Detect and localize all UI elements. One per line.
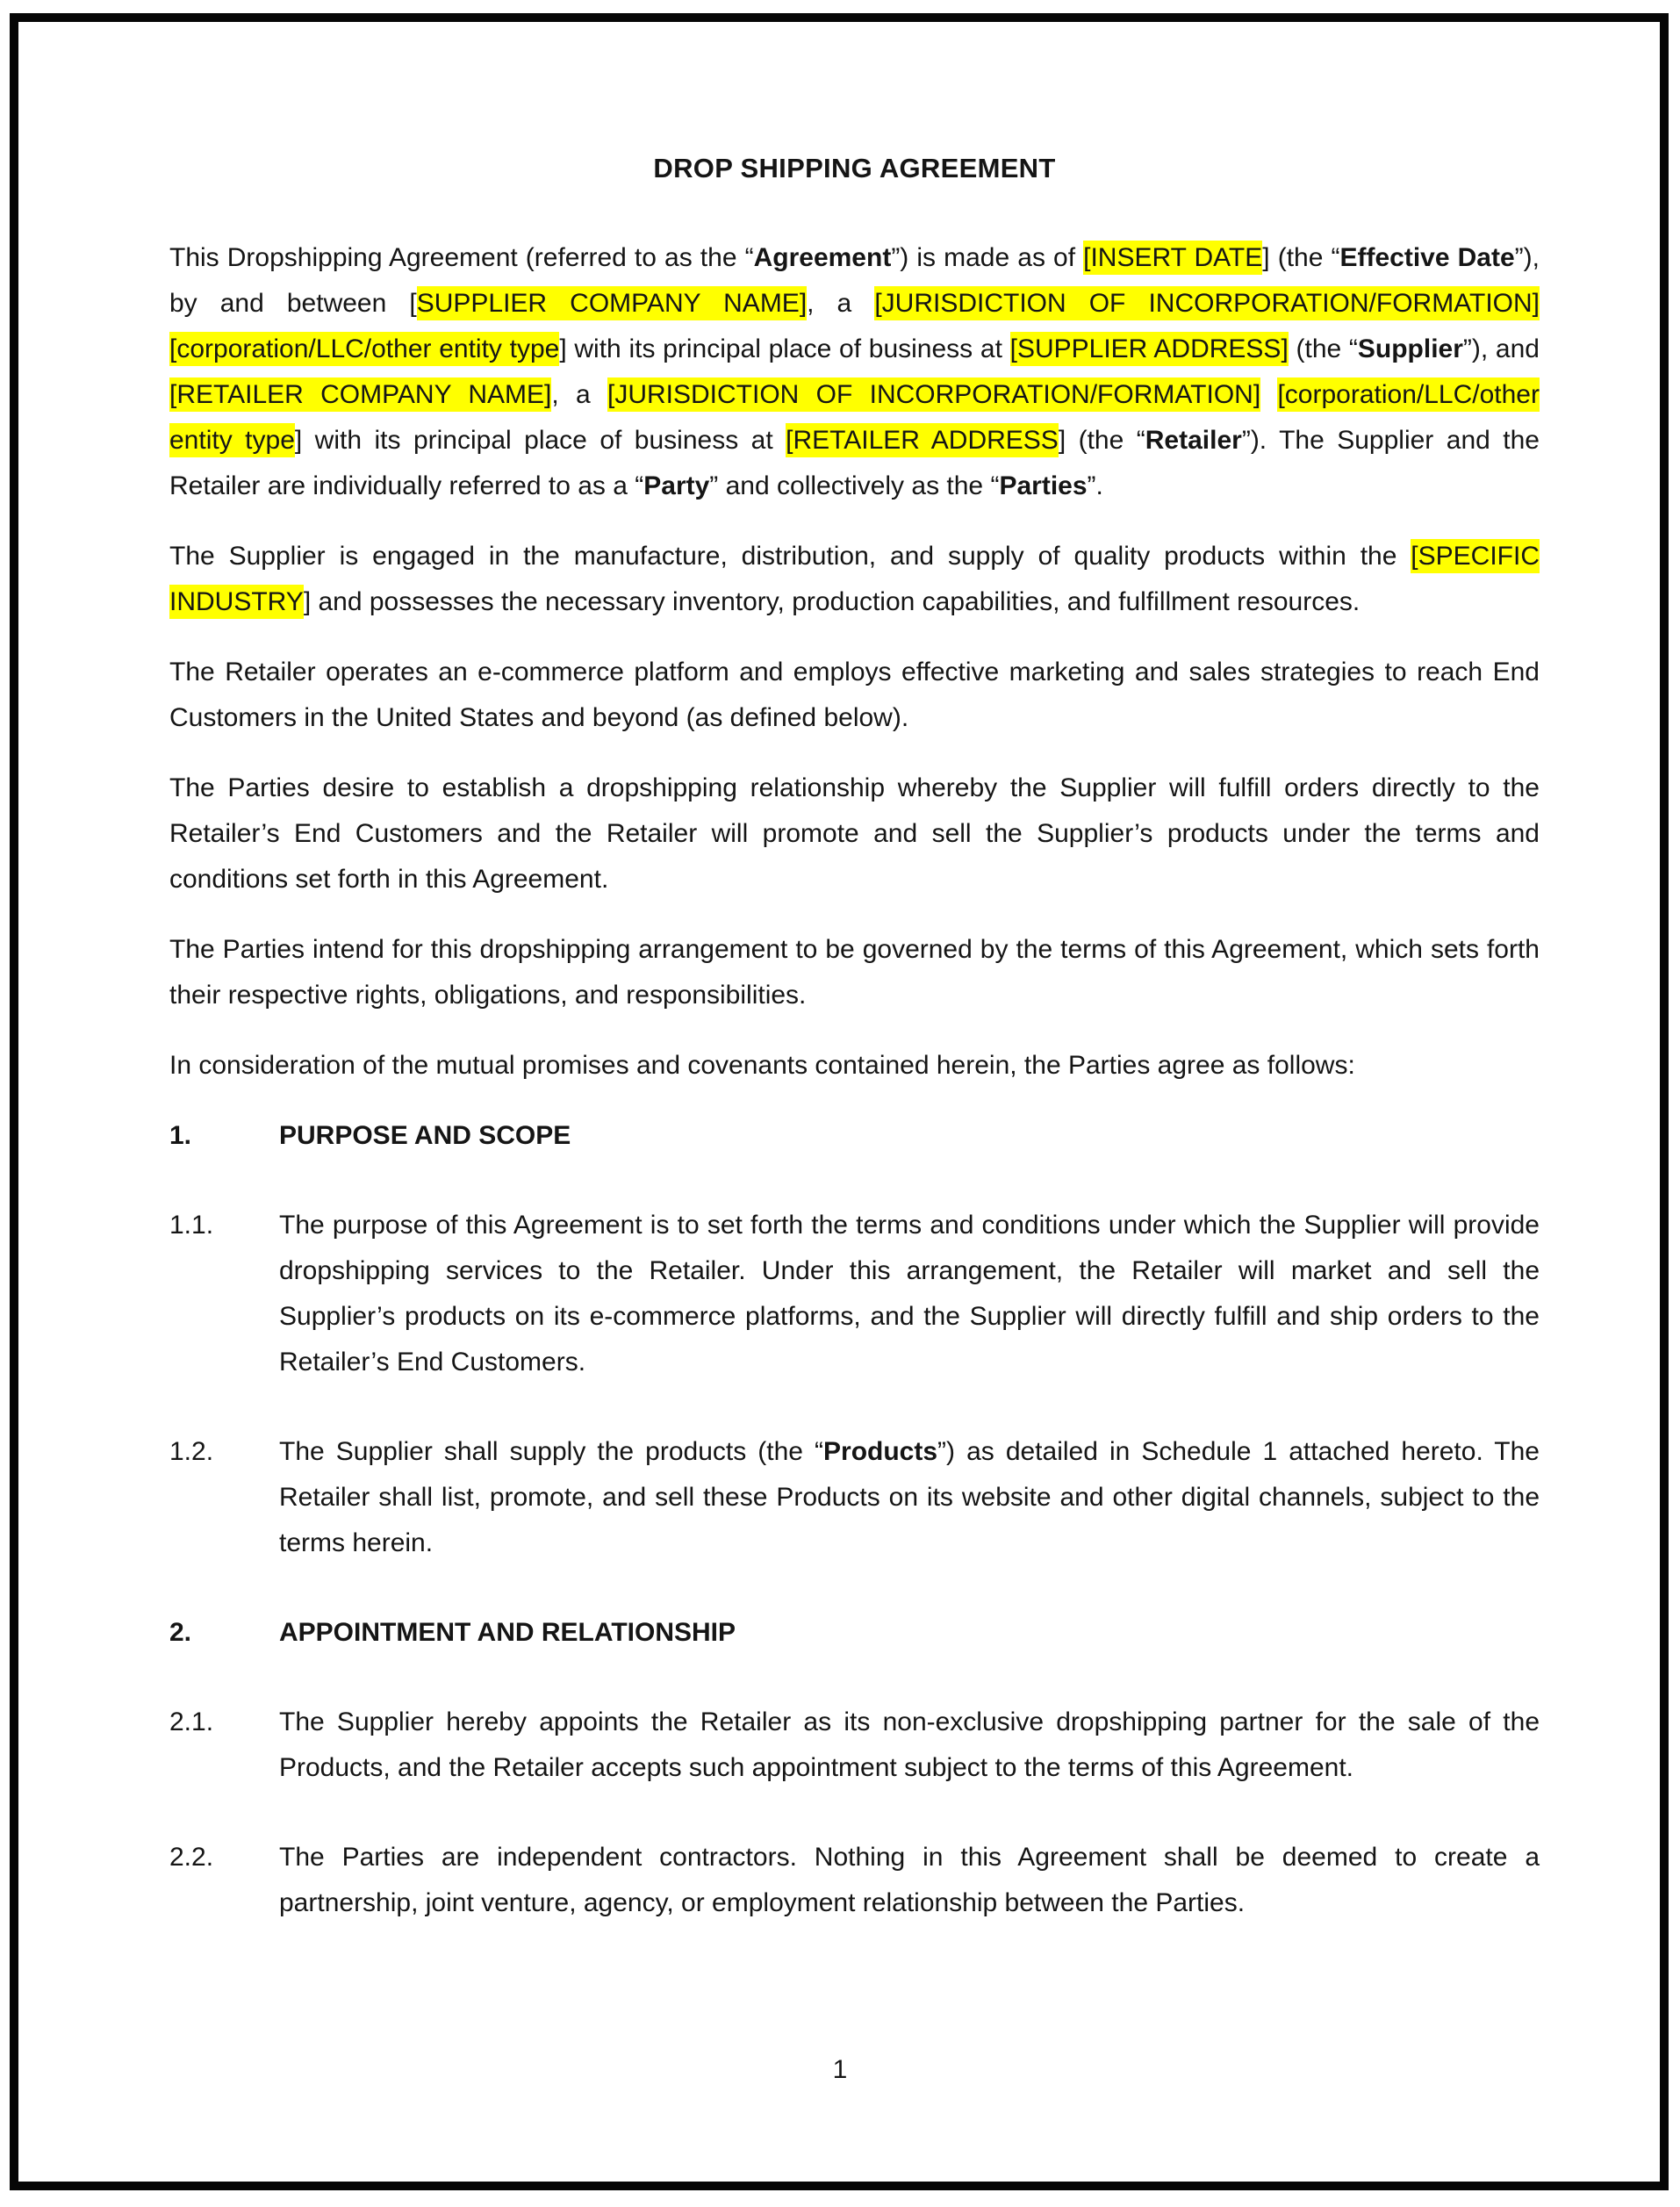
placeholder-highlight: [JURISDICTION OF INCORPORATION/FORMATION]: [874, 286, 1540, 320]
text-run: ] (the “: [1058, 426, 1145, 455]
text-run: ”) as detailed in Schedule 1 attached hereto. The Retailer shall list, promote, and sell these Products on its website and other digital channels, subject to the terms herein.: [279, 1437, 1540, 1557]
text-run: ”) is made as of: [891, 243, 1084, 272]
text-run: Parties: [999, 471, 1088, 500]
text-run: , a: [551, 380, 607, 409]
text-run: The purpose of this Agreement is to set forth the terms and conditions under which the Supplier will provide dropshipping services to the Retailer. Under this arrangement, the Retailer will market and sell the Supplier’s products on its e-commerce platforms, and the Supplier will directly fulfill and ship orders to the Retailer’s End Customers.: [279, 1211, 1540, 1377]
text-run: ” and collectively as the “: [709, 471, 1000, 500]
clause-text: [279, 1429, 1540, 1566]
text-run: The Parties are independent contractors. Nothing in this Agreement shall be deemed to create a partnership, joint venture, agency, or employment relationship between the Parties.: [279, 1843, 1540, 1917]
text-run: , a: [807, 289, 875, 318]
clause-number: 1.1.: [169, 1211, 214, 1240]
paragraph: [169, 235, 1540, 509]
placeholder-highlight: [corporation/LLC/other entity type: [169, 332, 559, 366]
clause-number: 1.: [169, 1121, 192, 1150]
text-run: ] with its principal place of business at: [559, 334, 1010, 363]
text-run: PURPOSE AND SCOPE: [279, 1121, 571, 1150]
paragraph: [169, 650, 1540, 741]
text-run: The Retailer operates an e-commerce platform and employs effective marketing and sales strategies to reach End Customers in the United States and beyond (as defined below).: [169, 658, 1540, 732]
paragraph: [169, 1043, 1540, 1089]
placeholder-highlight: [corporation/LLC/other entity type: [169, 377, 1540, 457]
document-body: [169, 235, 1540, 1926]
numbered-clause: [169, 1203, 1540, 1385]
clause-text: [279, 1203, 1540, 1385]
text-run: APPOINTMENT AND RELATIONSHIP: [279, 1618, 736, 1647]
page-content: [169, 146, 1540, 1970]
text-run: ] and possesses the necessary inventory, production capabilities, and fulfillment resources.: [303, 587, 1361, 616]
clause-text: [279, 1700, 1540, 1791]
paragraph: [169, 766, 1540, 902]
clause-number: 2.2.: [169, 1843, 214, 1872]
placeholder-highlight: [SPECIFIC INDUSTRY: [169, 539, 1540, 619]
clause-number: 2.1.: [169, 1707, 214, 1736]
numbered-clause: [169, 1700, 1540, 1791]
text-run: Party: [643, 471, 710, 500]
section-heading: [169, 1113, 1540, 1159]
text-run: The Parties desire to establish a dropshipping relationship whereby the Supplier will fulfill orders directly to the Retailer’s End Customers and the Retailer will promote and sell the Supplier’s products under the terms and conditions set forth in this Agreement.: [169, 773, 1540, 894]
text-run: ] (the “: [1262, 243, 1340, 272]
placeholder-highlight: [INSERT DATE: [1083, 241, 1262, 275]
text-run: Products: [823, 1437, 938, 1466]
text-run: Supplier: [1357, 334, 1463, 363]
clause-text: [279, 1835, 1540, 1926]
placeholder-highlight: [JURISDICTION OF INCORPORATION/FORMATION]: [607, 377, 1260, 412]
placeholder-highlight: SUPPLIER COMPANY NAME]: [417, 286, 807, 320]
text-run: Effective Date: [1339, 243, 1515, 272]
text-run: ”.: [1087, 471, 1103, 500]
text-run: [1260, 380, 1277, 409]
text-run: ”), and: [1462, 334, 1540, 363]
clause-text: [279, 1610, 1540, 1656]
text-run: This Dropshipping Agreement (referred to as the “: [169, 243, 754, 272]
text-run: (the “: [1288, 334, 1358, 363]
text-run: The Supplier is engaged in the manufacture, distribution, and supply of quality products within the: [169, 542, 1411, 571]
text-run: ”), by and between [: [169, 243, 1540, 318]
text-run: The Parties intend for this dropshipping arrangement to be governed by the terms of this Agreement, which sets forth their respective rights, obligations, and responsibilities.: [169, 935, 1540, 1010]
text-run: The Supplier hereby appoints the Retailer as its non-exclusive dropshipping partner for the sale of the Products, and the Retailer accepts such appointment subject to the terms of this Agreement.: [279, 1707, 1540, 1782]
page-number: 1: [832, 2055, 848, 2084]
text-run: ] with its principal place of business at: [294, 426, 786, 455]
document-title: DROP SHIPPING AGREEMENT: [653, 153, 1056, 183]
placeholder-highlight: [RETAILER COMPANY NAME]: [169, 377, 551, 412]
paragraph: [169, 927, 1540, 1018]
text-run: In consideration of the mutual promises and covenants contained herein, the Parties agree as follows:: [169, 1051, 1355, 1080]
paragraph: [169, 534, 1540, 625]
clause-text: [279, 1113, 1540, 1159]
placeholder-highlight: [RETAILER ADDRESS: [786, 423, 1059, 457]
text-run: The Supplier shall supply the products (the “: [279, 1437, 824, 1466]
section-heading: [169, 1610, 1540, 1656]
text-run: ”). The Supplier and the Retailer are individually referred to as a “: [169, 426, 1540, 500]
text-run: Retailer: [1145, 426, 1242, 455]
clause-number: 2.: [169, 1618, 192, 1647]
numbered-clause: [169, 1835, 1540, 1926]
placeholder-highlight: [SUPPLIER ADDRESS]: [1010, 332, 1289, 366]
numbered-clause: [169, 1429, 1540, 1566]
text-run: Agreement: [753, 243, 892, 272]
clause-number: 1.2.: [169, 1437, 214, 1466]
